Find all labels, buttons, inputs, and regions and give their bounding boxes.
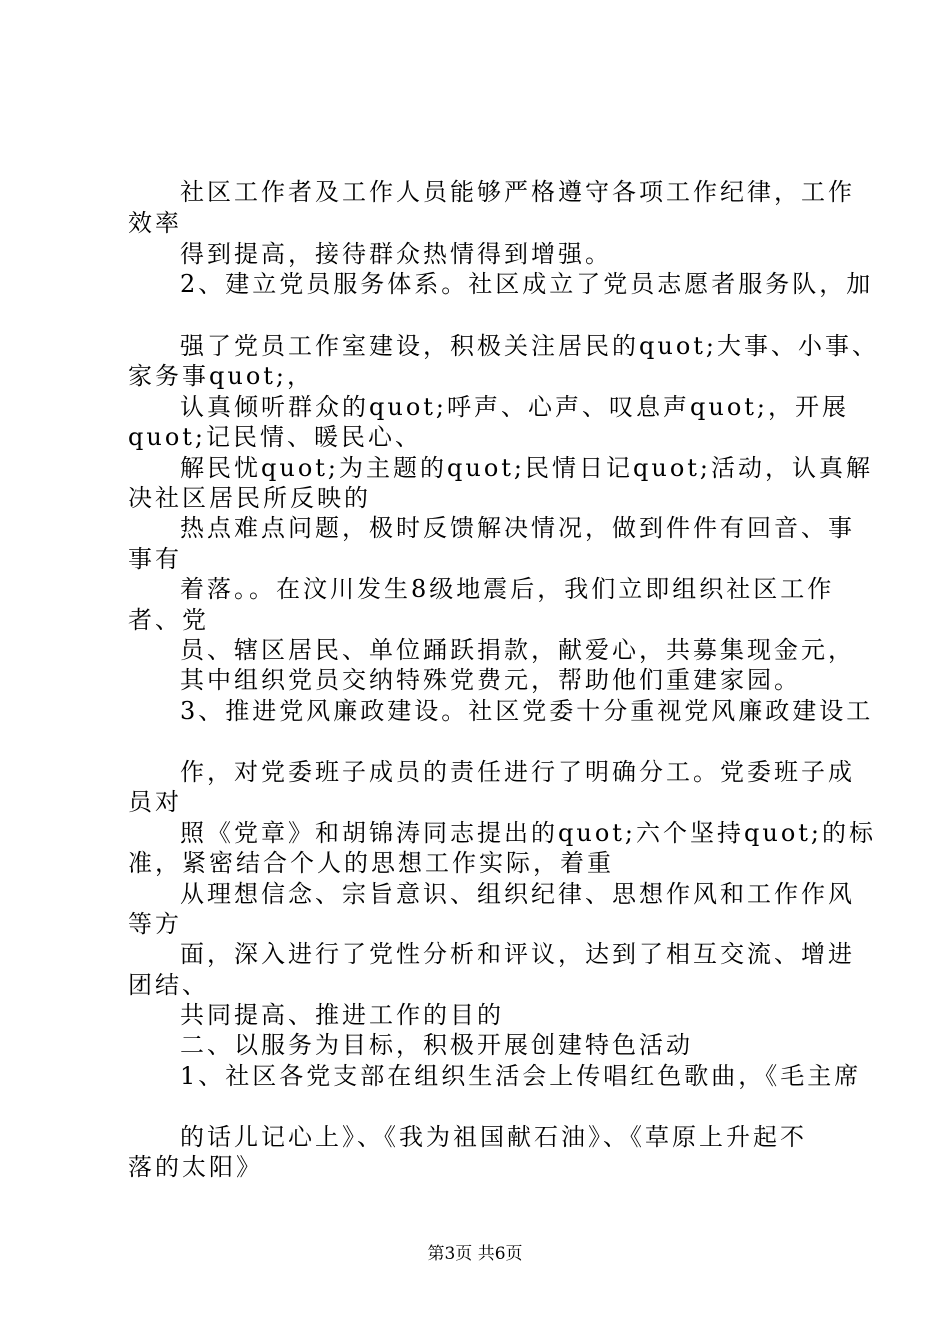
text-line: 从理想信念、宗旨意识、组织纪律、思想作风和工作作风 <box>180 880 855 908</box>
text-line: 共同提高、推进工作的目的 <box>180 1001 504 1029</box>
text-line: 家务事quot;， <box>128 362 314 390</box>
text-line: 认真倾听群众的quot;呼声、心声、叹息声quot;，开展 <box>180 393 849 421</box>
text-line: 照《党章》和胡锦涛同志提出的quot;六个坚持quot;的标 <box>180 819 876 847</box>
text-line: 决社区居民所反映的 <box>128 484 371 512</box>
text-line: 面，深入进行了党性分析和评议，达到了相互交流、增进 <box>180 940 855 968</box>
page-number-footer: 第3页 共6页 <box>427 1244 523 1264</box>
text-line: 事有 <box>128 545 182 573</box>
text-line: 的话儿记心上》、《我为祖国献石油》、《草原上升起不 <box>180 1123 807 1151</box>
text-line: 社区工作者及工作人员能够严格遵守各项工作纪律，工作 <box>180 178 855 206</box>
section-heading: 二、以服务为目标，积极开展创建特色活动 <box>180 1031 693 1059</box>
text-line: 效率 <box>128 209 182 237</box>
text-line: 得到提高，接待群众热情得到增强。 <box>180 240 612 268</box>
text-line: 解民忧quot;为主题的quot;民情日记quot;活动，认真解 <box>180 454 873 482</box>
text-line: 团结、 <box>128 971 209 999</box>
text-line: 落的太阳》 <box>128 1153 263 1181</box>
text-line: 准，紧密结合个人的思想工作实际，着重 <box>128 849 614 877</box>
text-line: 员、辖区居民、单位踊跃捐款，献爱心，共募集现金元， <box>180 636 855 664</box>
text-line: 其中组织党员交纳特殊党费元，帮助他们重建家园。 <box>180 666 801 694</box>
text-line: 强了党员工作室建设，积极关注居民的quot;大事、小事、 <box>180 332 879 360</box>
text-line: 作，对党委班子成员的责任进行了明确分工。党委班子成 <box>180 758 855 786</box>
text-line: 者、党 <box>128 606 209 634</box>
text-line: 着落。。在汶川发生8级地震后，我们立即组织社区工作 <box>180 575 835 603</box>
text-line: 3、推进党风廉政建设。社区党委十分重视党风廉政建设工 <box>180 697 874 725</box>
text-line: 1、社区各党支部在组织生活会上传唱红色歌曲，《毛主席 <box>180 1062 862 1090</box>
text-line: 热点难点问题，极时反馈解决情况，做到件件有回音、事 <box>180 514 855 542</box>
text-line: 2、建立党员服务体系。社区成立了党员志愿者服务队，加 <box>180 270 874 298</box>
text-line: 员对 <box>128 788 182 816</box>
text-line: 等方 <box>128 910 182 938</box>
text-line: quot;记民情、暖民心、 <box>128 423 422 451</box>
